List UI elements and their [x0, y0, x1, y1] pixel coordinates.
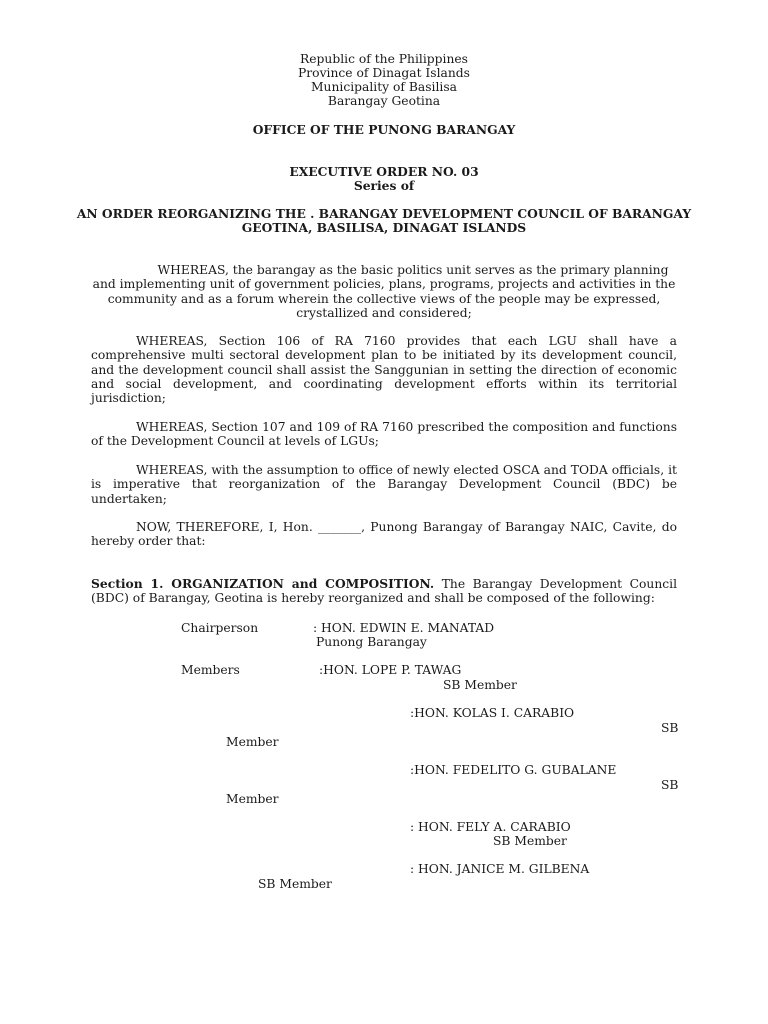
member-2-name: :HON. KOLAS I. CARABIO: [410, 706, 575, 720]
members-label: Members: [181, 663, 240, 677]
header-barangay: Barangay Geotina: [327, 94, 441, 108]
header-municipality: Municipality of Basilisa: [310, 80, 458, 94]
whereas-clause-4: WHEREAS, with the assumption to office of newly elected OSCA and TODA officials, it is imperative that reorganization of the Barangay Development Council (BDC) be undertaken;: [91, 463, 677, 506]
chairperson-name: : HON. EDWIN E. MANATAD: [313, 621, 495, 635]
member-2-title-b: Member: [226, 735, 279, 749]
member-4-name: : HON. FELY A. CARABIO: [410, 820, 571, 834]
section-1-heading: Section 1. ORGANIZATION and COMPOSITION.: [91, 576, 435, 591]
member-1-name: :HON. LOPE P. TAWAG: [319, 663, 462, 677]
chairperson-title: Punong Barangay: [316, 635, 427, 649]
now-therefore-clause: NOW, THEREFORE, I, Hon. _______, Punong Barangay of Barangay NAIC, Cavite, do hereby order that:: [91, 520, 677, 549]
member-4-title: SB Member: [493, 834, 567, 848]
whereas-clause-1: WHEREAS, the barangay as the basic politics unit serves as the primary planning and implementing unit of government policies, plans, programs, projects and activities in the community and as a forum wherein the collective views of the people may be expressed, crystallized and considered;: [92, 263, 676, 320]
member-5-title: SB Member: [258, 877, 332, 891]
section-1-paragraph: [91, 577, 677, 606]
member-1-title: SB Member: [443, 678, 517, 692]
member-3-title-a: SB: [661, 778, 679, 792]
header-republic: Republic of the Philippines: [300, 52, 468, 66]
member-3-title-b: Member: [226, 792, 279, 806]
member-3-name: :HON. FEDELITO G. GUBALANE: [410, 763, 617, 777]
chairperson-label: Chairperson: [181, 621, 259, 635]
section-1-text: The Barangay Development Council (BDC) of Barangay, Geotina is hereby reorganized and shall be composed of the following:: [91, 577, 678, 606]
order-title-line1: AN ORDER REORGANIZING THE . BARANGAY DEVELOPMENT COUNCIL OF BARANGAY: [76, 206, 692, 221]
office-title: OFFICE OF THE PUNONG BARANGAY: [252, 122, 516, 137]
header-province: Province of Dinagat Islands: [298, 66, 470, 80]
order-series: Series of: [353, 178, 415, 193]
order-number: EXECUTIVE ORDER NO. 03: [289, 164, 479, 179]
order-title-line2: GEOTINA, BASILISA, DINAGAT ISLANDS: [241, 220, 527, 235]
member-5-name: : HON. JANICE M. GILBENA: [410, 862, 590, 876]
whereas-clause-2: WHEREAS, Section 106 of RA 7160 provides that each LGU shall have a comprehensive multi sectoral development plan to be initiated by its development council, and the development council shall assist the Sanggunian in setting the direction of economic and social development, and coordinating development efforts within its territorial jurisdiction;: [91, 334, 677, 406]
member-2-title-a: SB: [661, 721, 679, 735]
whereas-clause-3: WHEREAS, Section 107 and 109 of RA 7160 prescribed the composition and functions of the Development Council at levels of LGUs;: [91, 420, 677, 449]
